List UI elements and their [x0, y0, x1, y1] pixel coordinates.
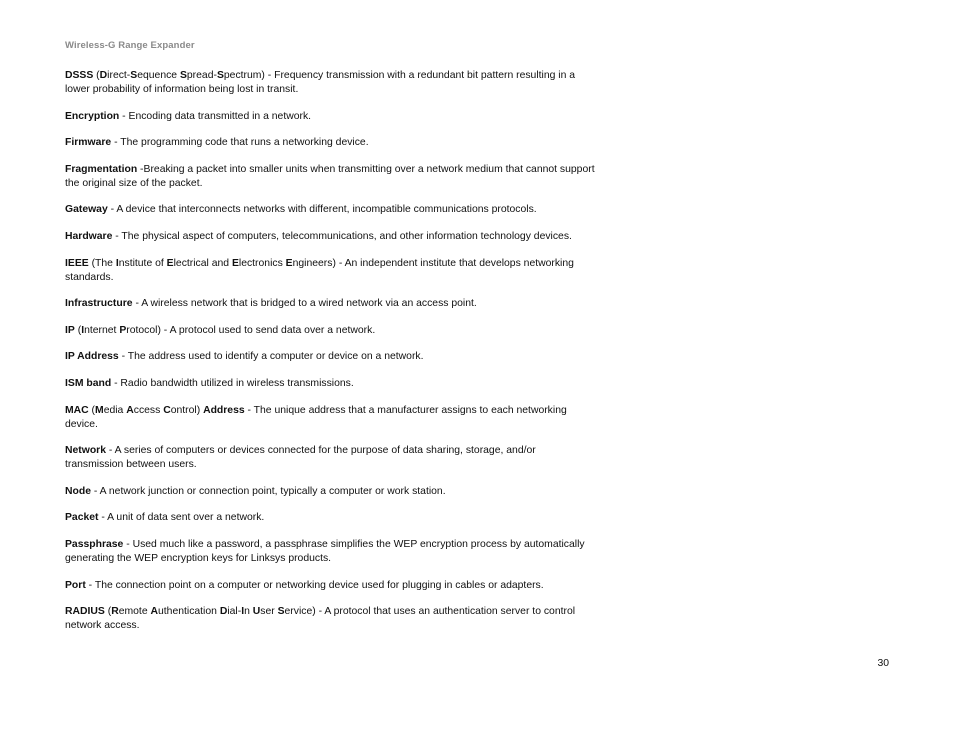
definition-text: ser: [260, 606, 278, 618]
term-text: MAC: [65, 404, 89, 416]
running-header: Wireless-G Range Expander: [65, 40, 195, 51]
term-text: Network: [65, 445, 106, 457]
definition-text: lectronics: [238, 257, 286, 269]
definition-text: (: [93, 70, 100, 81]
term-text: Port: [65, 579, 86, 591]
glossary-entry: [65, 230, 595, 244]
term-text: Infrastructure: [65, 298, 133, 310]
definition-text: ontrol): [170, 404, 204, 416]
definition-text: (: [88, 404, 96, 416]
glossary-list: [65, 69, 595, 646]
definition-text: - The programming code that runs a networking device.: [111, 137, 369, 149]
term-text: IP: [65, 324, 75, 336]
definition-text: - The address used to identify a computer or device on a network.: [118, 351, 424, 363]
term-text: C: [163, 404, 171, 416]
term-text: D: [99, 70, 108, 81]
term-text: IEEE: [65, 257, 89, 269]
glossary-entry: [65, 324, 595, 338]
definition-text: - The connection point on a computer or networking device used for plugging in cables or adapters.: [85, 579, 544, 591]
glossary-entry: [65, 404, 595, 432]
term-text: S: [216, 70, 224, 81]
term-text: RADIUS: [65, 606, 105, 618]
page-number: 30: [877, 658, 889, 669]
definition-text: - The unique address that a manufacturer assigns to each networking device.: [65, 404, 567, 430]
term-text: E: [285, 257, 293, 269]
definition-text: rotocol) - A protocol used to send data over a network.: [126, 324, 376, 336]
definition-text: pectrum) - Frequency transmission with a redundant bit pattern resulting in a lower probability of information being lost in transit.: [65, 70, 576, 95]
definition-text: - A wireless network that is bridged to a wired network via an access point.: [132, 298, 477, 310]
term-text: IP Address: [65, 351, 119, 363]
definition-text: - Radio bandwidth utilized in wireless transmissions.: [111, 377, 354, 389]
glossary-entry: [65, 605, 595, 633]
definition-text: emote: [118, 606, 151, 618]
term-text: D: [219, 606, 228, 618]
definition-text: nternet: [84, 324, 120, 336]
definition-text: - A network junction or connection point, typically a computer or work station.: [90, 485, 446, 497]
definition-text: (The: [88, 257, 116, 269]
definition-text: - The physical aspect of computers, telecommunications, and other information technology devices.: [112, 230, 572, 242]
term-text: M: [95, 404, 104, 416]
definition-text: (: [74, 324, 82, 336]
term-text: S: [179, 70, 187, 81]
term-text: I: [115, 257, 119, 269]
term-text: Gateway: [65, 204, 108, 216]
definition-text: (: [104, 606, 112, 618]
term-text: E: [166, 257, 174, 269]
definition-text: - Used much like a password, a passphrase simplifies the WEP encryption process by automatically generating the WEP encryption keys for Linksys products.: [65, 538, 585, 564]
definition-text: - A unit of data sent over a network.: [98, 512, 265, 524]
definition-text: ervice) - A protocol that uses an authentication server to control network access.: [65, 606, 576, 632]
glossary-entry: [65, 297, 595, 311]
term-text: Hardware: [65, 230, 113, 242]
definition-text: equence: [137, 70, 180, 81]
definition-text: irect-: [107, 70, 131, 81]
term-text: S: [130, 70, 138, 81]
term-text: ISM band: [65, 377, 112, 389]
term-text: Passphrase: [65, 538, 124, 550]
term-text: R: [111, 606, 119, 618]
glossary-entry: [65, 203, 595, 217]
term-text: U: [252, 606, 261, 618]
definition-text: - A device that interconnects networks with different, incompatible communications protocols.: [107, 204, 537, 216]
term-text: P: [119, 324, 127, 336]
glossary-entry: [65, 350, 595, 364]
definition-text: edia: [103, 404, 127, 416]
definition-text: -Breaking a packet into smaller units when transmitting over a network medium that cannot support the original size of the packet.: [65, 163, 595, 189]
definition-text: - A series of computers or devices connected for the purpose of data sharing, storage, and/or transmission between users.: [65, 445, 536, 471]
definition-text: pread-: [186, 70, 217, 81]
term-text: I: [81, 324, 85, 336]
term-text: Node: [65, 485, 91, 497]
term-text: Address: [203, 404, 245, 416]
glossary-entry: [65, 110, 595, 124]
definition-text: lectrical and: [173, 257, 232, 269]
definition-text: - Encoding data transmitted in a network.: [119, 110, 312, 122]
glossary-entry: [65, 136, 595, 150]
glossary-entry: [65, 444, 595, 472]
definition-text: ngineers) - An independent institute that develops networking standards.: [65, 257, 574, 283]
glossary-entry: [65, 163, 595, 191]
glossary-entry: [65, 377, 595, 391]
term-text: A: [150, 606, 158, 618]
term-text: Packet: [65, 512, 99, 524]
definition-text: nstitute of: [118, 257, 167, 269]
term-text: I: [241, 606, 245, 618]
term-text: E: [231, 257, 239, 269]
glossary-entry: [65, 485, 595, 499]
glossary-entry: [65, 538, 595, 566]
glossary-entry: [65, 69, 595, 97]
definition-text: uthentication: [158, 606, 220, 618]
definition-text: n: [244, 606, 253, 618]
glossary-entry: [65, 579, 595, 593]
term-text: Fragmentation: [65, 163, 138, 175]
definition-text: ccess: [133, 404, 164, 416]
glossary-entry: [65, 257, 595, 285]
glossary-entry: [65, 511, 595, 525]
term-text: DSSS: [65, 70, 94, 81]
definition-text: ial-: [227, 606, 242, 618]
term-text: S: [277, 606, 285, 618]
term-text: Firmware: [65, 137, 112, 149]
term-text: A: [126, 404, 134, 416]
term-text: Encryption: [65, 110, 120, 122]
